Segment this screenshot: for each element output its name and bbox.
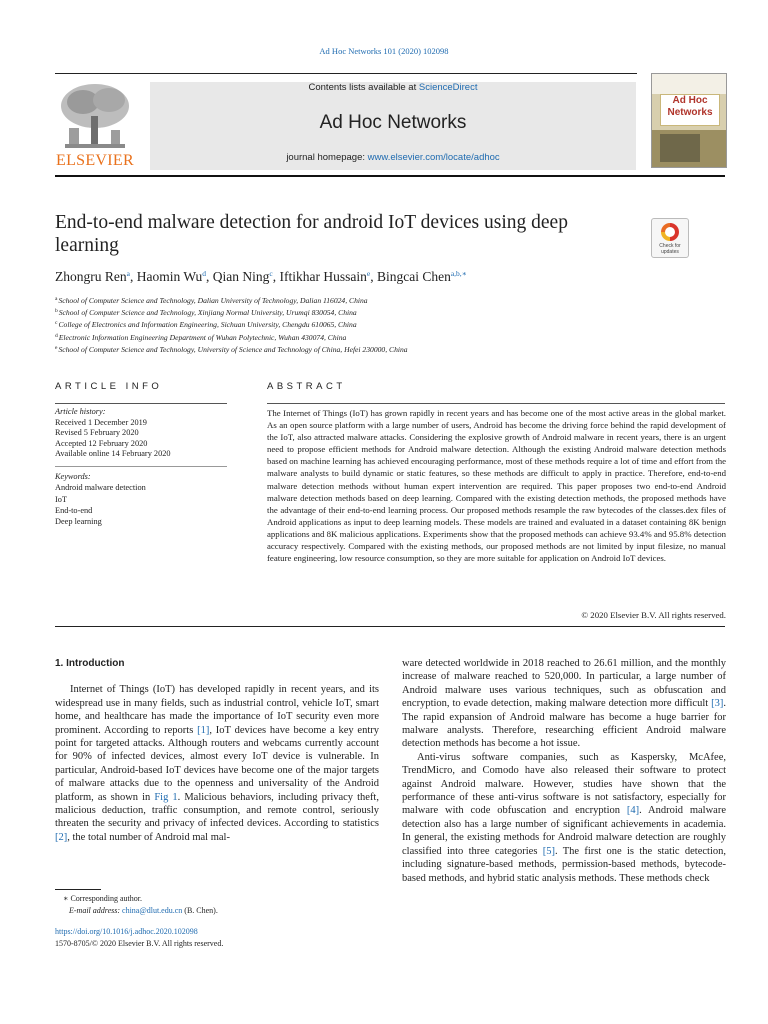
reference-link-1[interactable]: [1] <box>197 724 210 736</box>
history-item: Received 1 December 2019 <box>55 417 147 427</box>
journal-cover-image <box>651 73 727 168</box>
figure-link-1[interactable]: Fig 1 <box>154 791 178 803</box>
keyword-item: End-to-end <box>55 505 93 515</box>
author-name: Zhongru Ren <box>55 269 127 284</box>
homepage-prefix: journal homepage: <box>286 152 368 163</box>
reference-link-2[interactable]: [2] <box>55 831 68 843</box>
article-info-rule <box>55 403 227 404</box>
history-item: Available online 14 February 2020 <box>55 449 171 458</box>
footnote-rule <box>55 889 101 890</box>
cover-band <box>652 74 726 94</box>
elsevier-tree-icon <box>55 80 135 152</box>
author-affiliation-marker[interactable]: a <box>126 269 130 278</box>
check-updates-label: Check for updates <box>659 243 681 255</box>
body-paragraph <box>402 751 726 885</box>
paragraph-text: Anti-virus software companies, such as Kaspersky, McAfee, TrendMicro, and Comodo have also released their software to protect against Android malware. However, studies have shown that the performance of these anti-virus software is not satisfactory, especially for malware with code obfuscation and encryption <box>402 751 726 817</box>
cover-title <box>660 94 720 126</box>
reference-link-5[interactable]: [5] <box>542 845 555 857</box>
affiliation-item: $^c$College of Electronics and Information Engineering, Sichuan University, Chengdu 610065, China <box>55 320 357 330</box>
corresponding-author-note: ∗ Corresponding author. <box>63 894 142 903</box>
homepage-link[interactable]: www.elsevier.com/locate/adhoc <box>367 152 500 163</box>
cover-title-line2: Networks <box>667 107 713 118</box>
paper-title: End-to-end malware detection for android IoT devices using deep learning <box>55 212 568 256</box>
abstract-heading: ABSTRACT <box>267 381 346 392</box>
check-for-updates-badge[interactable] <box>651 218 689 258</box>
body-column-left <box>55 657 379 844</box>
reference-link-3[interactable]: [3] <box>711 698 724 710</box>
keyword-item: Deep learning <box>55 517 102 527</box>
affiliation-item: $^b$School of Computer Science and Technology, Xinjiang Normal University, Urumqi 830054, China <box>55 308 357 318</box>
affiliations <box>55 294 655 355</box>
doi-link[interactable]: https://doi.org/10.1016/j.adhoc.2020.102098 <box>55 927 198 936</box>
email-link[interactable]: china@dlut.edu.cn <box>122 906 183 915</box>
contents-line <box>150 83 636 93</box>
body-paragraph <box>55 683 379 844</box>
author-name: Bingcai Chen <box>376 269 451 284</box>
history-item: Revised 5 February 2020 <box>55 428 139 437</box>
issn-line: 1570-8705/© 2020 Elsevier B.V. All rights reserved. <box>55 939 224 948</box>
affiliation-item: $^e$School of Computer Science and Technology, University of Science and Technology of China, Hefei 230000, China <box>55 344 408 354</box>
crossmark-icon <box>661 223 679 241</box>
history-label: Article history: <box>55 407 106 416</box>
homepage-line <box>150 152 636 163</box>
body-column-right <box>402 657 726 885</box>
journal-name: Ad Hoc Networks <box>319 112 467 133</box>
masthead-bottom-rule <box>55 175 725 177</box>
journal-reference[interactable]: Ad Hoc Networks 101 (2020) 102098 <box>319 46 449 56</box>
keyword-item: IoT <box>55 494 67 504</box>
author-affiliation-marker[interactable]: c <box>269 269 273 278</box>
paragraph-text: . The rapid expansion of Android malware has become a huge barrier for malware analysts. Therefore, researching efficient Android malware detection methods has become a hot issue. <box>402 698 726 750</box>
paragraph-text: , IoT devices have become a key entry point for targeted attacks. Although routers and webcams currently account for 90% of infected devices, almost every IoT device is vulnerable. In particular, Android-based IoT devices have become one of the major targets of malware attacks due to the openness and universality of the Android platform, as shown in <box>55 724 379 803</box>
top-rule <box>55 73 637 74</box>
paragraph-text: . Android malware detection also has a large number of significant achievements in academia. In general, the existing methods for Android malware detection are roughly classified into three categories <box>402 805 726 857</box>
keywords-rule <box>55 466 227 467</box>
author-affiliation-marker[interactable]: a,b,∗ <box>450 269 467 278</box>
article-info-heading: ARTICLE INFO <box>55 381 163 392</box>
email-suffix: (B. Chen). <box>182 906 218 915</box>
paragraph-text: . The first one is the static detection, including signature-based methods, permission-based methods, bytecode-based methods, and hybrid static analysis methods. These methods check <box>402 845 727 884</box>
email-label: E-mail address: <box>69 906 123 915</box>
author-affiliation-marker[interactable]: e <box>366 269 371 278</box>
elsevier-wordmark: ELSEVIER <box>56 152 134 169</box>
abstract-copyright: © 2020 Elsevier B.V. All rights reserved. <box>581 610 726 620</box>
author-list: Zhongru Ren$^a$, Haomin Wu$^d$, Qian Ning$^c$, Iftikhar Hussain$^e$, Bingcai Chen$^{a,b,∗}$ <box>55 269 467 284</box>
cover-title-line1: Ad Hoc <box>672 95 708 106</box>
cover-art-detail <box>660 134 700 162</box>
sciencedirect-link[interactable]: ScienceDirect <box>418 82 478 93</box>
email-note <box>55 905 375 917</box>
elsevier-logo <box>55 80 135 170</box>
paragraph-text: , the total number of Android mal mal- <box>67 831 230 843</box>
paragraph-text: . Malicious behaviors, including privacy theft, malicious deduction, traffic consumption, and remote control, seriously threaten the security and privacy of infected devices. According to statistics <box>55 791 379 830</box>
paragraph-text: Internet of Things (IoT) has developed rapidly in recent years, and its widespread use in many fields, such as industrial control, vehicle IoT, smart home, and healthcare has made the importance of IoT security even more prominent. According to reports <box>55 684 379 736</box>
front-matter-bottom-rule <box>55 626 725 627</box>
article-history <box>55 407 227 460</box>
keywords <box>55 471 227 527</box>
author-affiliation-marker[interactable]: d <box>202 269 207 278</box>
keywords-label: Keywords: <box>55 472 91 481</box>
author-name: Haomin Wu <box>136 269 203 284</box>
body-paragraph <box>402 657 726 751</box>
contents-prefix: Contents lists available at <box>308 82 419 93</box>
footnotes <box>55 893 375 917</box>
journal-masthead <box>150 82 636 170</box>
paragraph-text: ware detected worldwide in 2018 reached to 26.61 million, and the monthly increase of malware reached to 520,000. In particular, a large number of Android malware uses various techniques, such as obfuscation and encryption, to evade detection, making malware detection more difficult <box>402 658 726 710</box>
affiliation-item: $^d$Electronic Information Engineering Department of Wuhan Polytechnic, Wuhan 430074, China <box>55 332 347 342</box>
abstract-text: The Internet of Things (IoT) has grown rapidly in recent years and has become one of the most active areas in the global market. As an open source platform with a large number of users, Android has become the driving force behind the rapid development of the IoT, also attracted malware attacks. Considering the explosive growth of Android malware in recent years, there is an urgent need to propose efficient methods for Android malware detection. Although the existing Android malware detection methods based on machine learning has achieved encouraging performance, most of these methods require a lot of time and effort from the malware analysts to build dynamic or static features, so these methods are difficult to apply in practice. Therefore, end-to-end malware detection methods without human expert intervention are required. This paper proposes two end-to-end Android malware detection methods based on deep learning. Compared with the existing detection methods, the proposed methods have the advantage of their end-to-end learning process. Our proposed methods resample the raw bytecodes of the classes.dex files of Android applications as input to deep learning models. These models are trained and evaluated in a dataset containing 8K benign applications and 8K malicious applications. Experiments show that the proposed methods can achieve 93.4% and 95.8% detection accuracy respectively. Compared with the existing methods, our proposed methods are not limited by input filesize, no manual feature engineering, low resource consumption, so they are more suitable for application on Android IoT devices. <box>267 408 726 564</box>
author-name: Iftikhar Hussain <box>279 269 367 284</box>
section-heading-introduction: 1. Introduction <box>55 658 125 669</box>
affiliation-item: $^a$School of Computer Science and Technology, Dalian University of Technology, Dalian 116024, China <box>55 296 368 305</box>
history-item: Accepted 12 February 2020 <box>55 438 148 448</box>
reference-link-4[interactable]: [4] <box>626 805 640 817</box>
author-name: Qian Ning <box>212 269 270 284</box>
doi-block <box>55 926 375 950</box>
abstract-rule <box>267 403 725 404</box>
keyword-item: Android malware detection <box>55 483 146 493</box>
